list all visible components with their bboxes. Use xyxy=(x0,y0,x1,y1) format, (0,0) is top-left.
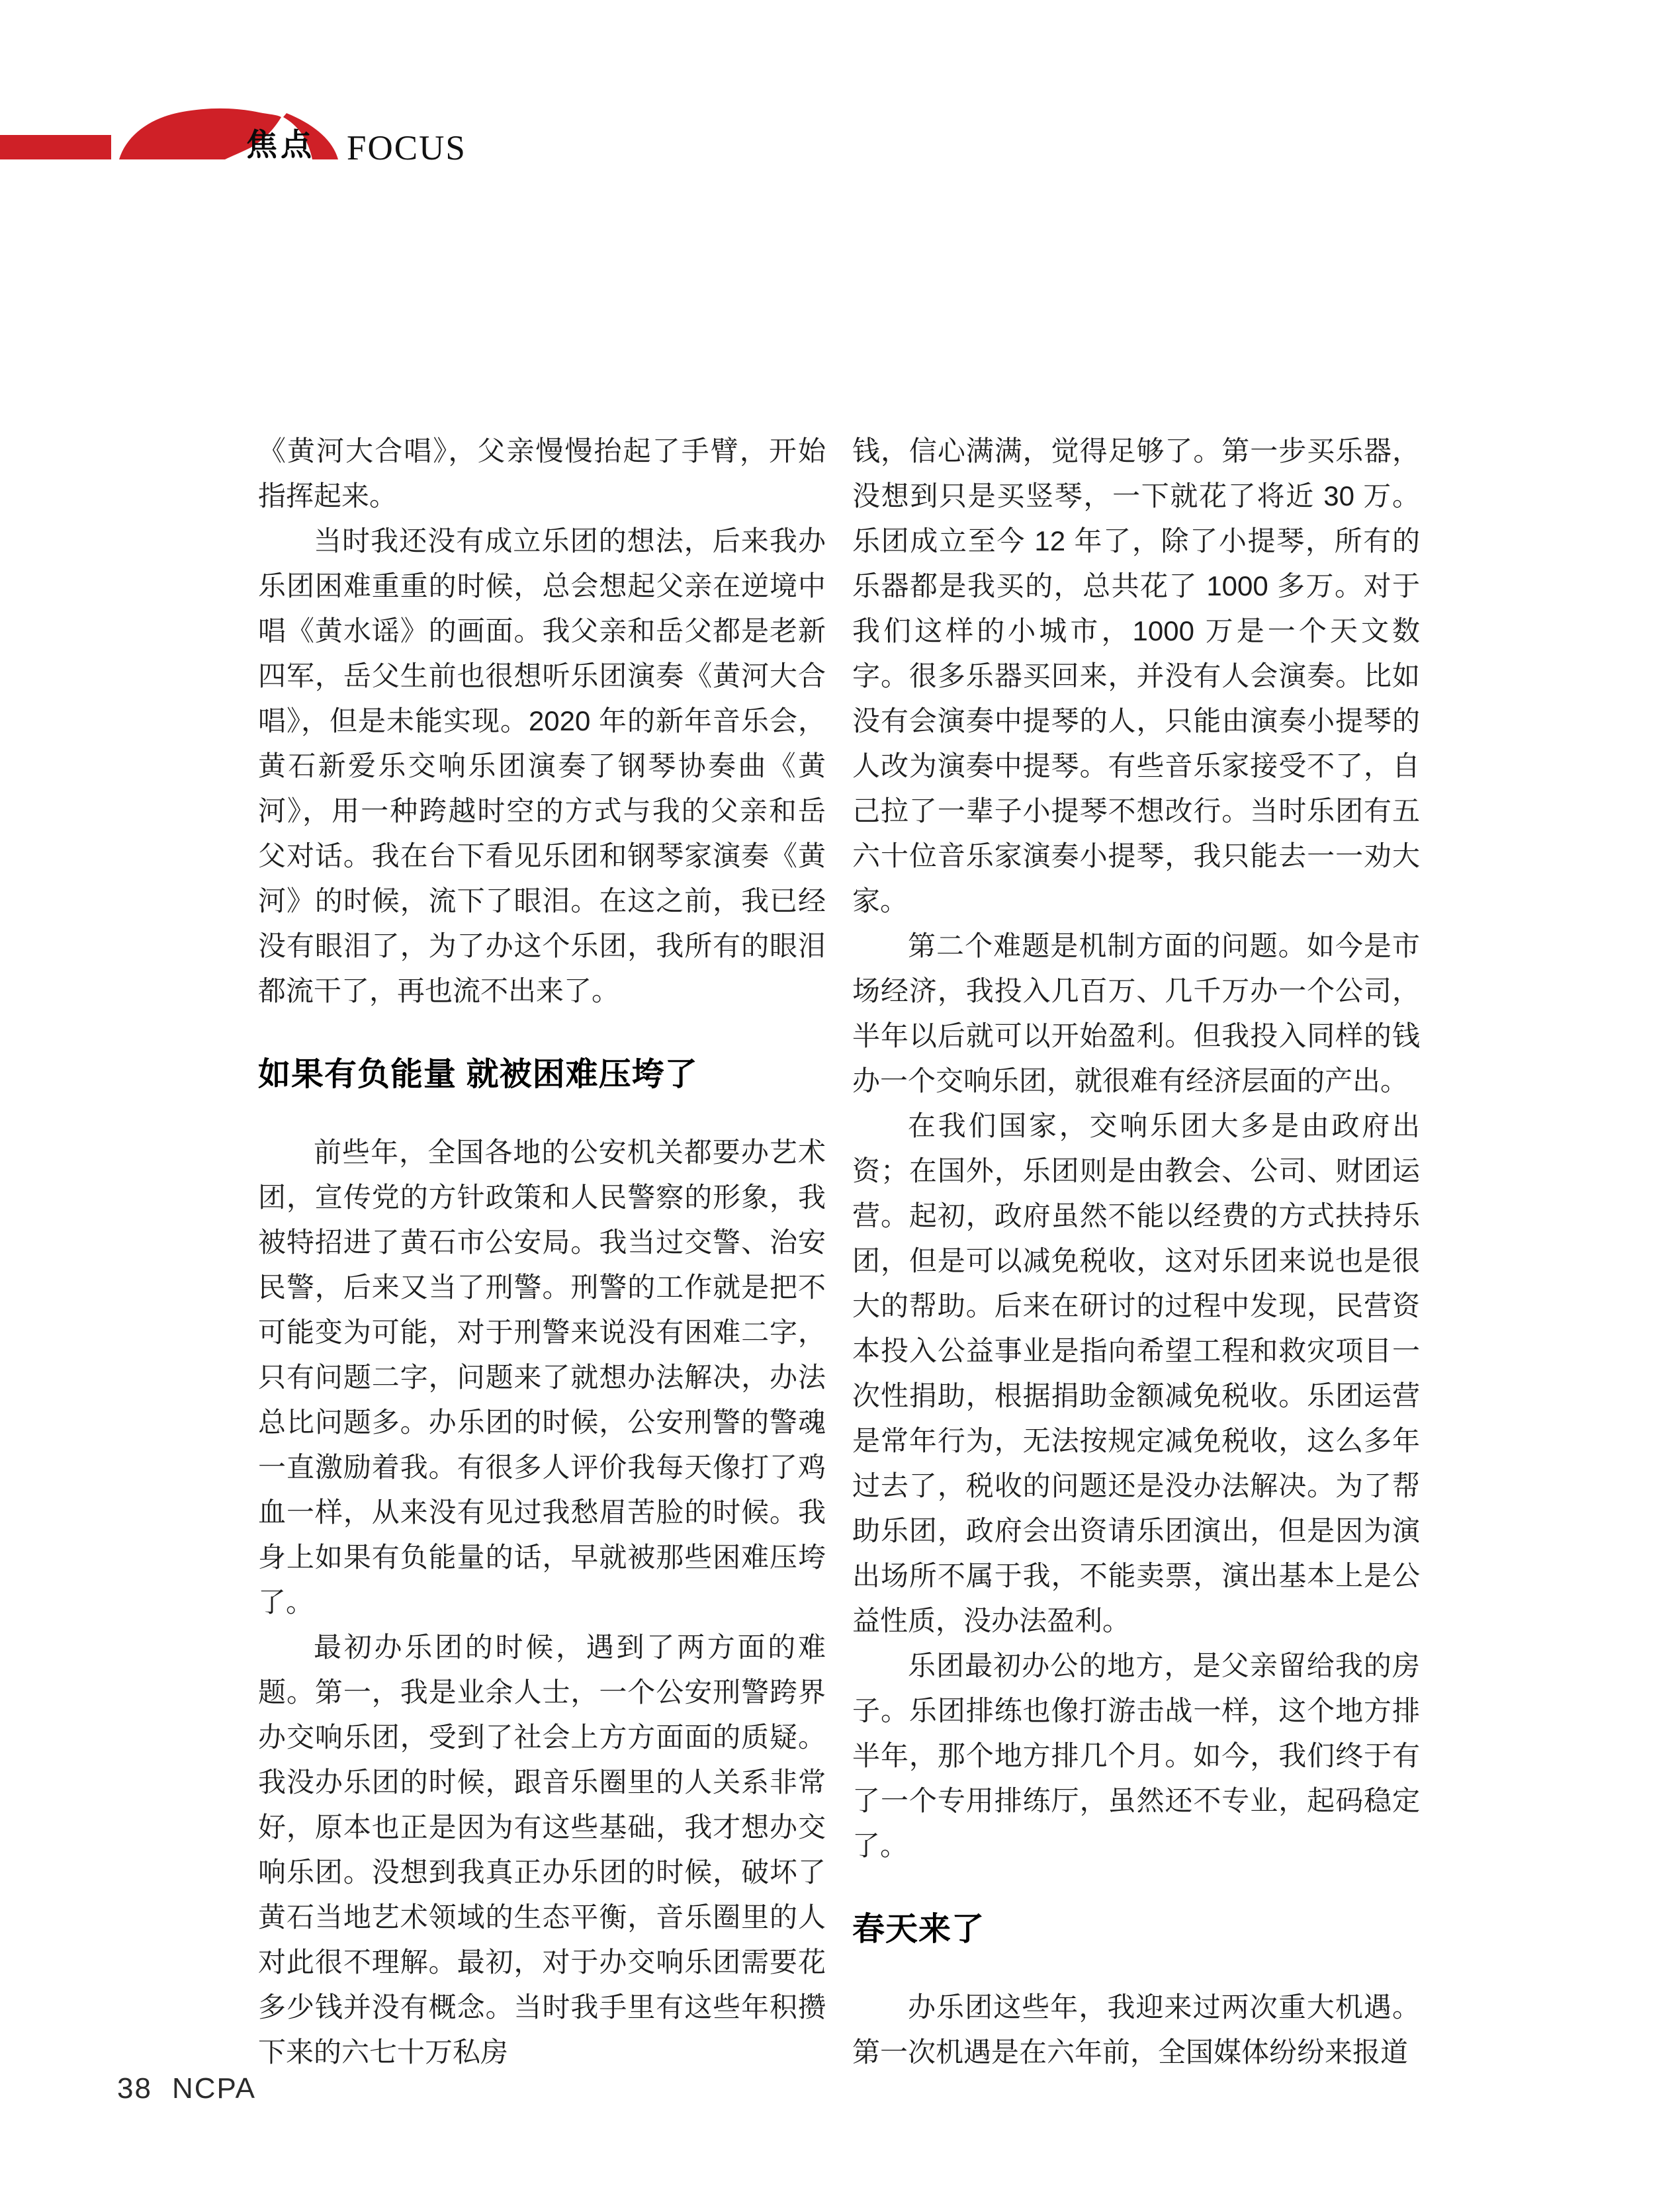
subheading-spring-has-come: 春天来了 xyxy=(852,1911,985,1947)
paragraph: 最初办乐团的时候，遇到了两方面的难题。第一，我是业余人士，一个公安刑警跨界办交响乐团，受到了社会上方方面面的质疑。我没办乐团的时候，跟音乐圈里的人关系非常好，原本也正是因为有这些基础，我才想办交响乐团。没想到我真正办乐团的时候，破坏了黄石当地艺术领域的生态平衡，音乐圈里的人对此很不理解。最初，对于办交响乐团需要花多少钱并没有概念。当时我手里有这些年积攒下来的六七十万私房 xyxy=(258,1632,826,2068)
paragraph: 乐团最初办公的地方，是父亲留给我的房子。乐团排练也像打游击战一样，这个地方排半年，那个地方排几个月。如今，我们终于有了一个专用排练厅，虽然还不专业，起码稳定了。 xyxy=(852,1650,1420,1861)
paragraph: 钱，信心满满，觉得足够了。第一步买乐器，没想到只是买竖琴，一下就花了将近 30 万。乐团成立至今 12 年了，除了小提琴，所有的乐器都是我买的，总共花了 1000 多万。对于我们这样的小城市，1000 万是一个天文数字。很多乐器买回来，并没有人会演奏。比如没有会演奏中提琴的人，只能由演奏小提琴的人改为演奏中提琴。有些音乐家接受不了，自己拉了一辈子小提琴不想改行。当时乐团有五六十位音乐家演奏小提琴，我只能去一一劝大家。 xyxy=(852,435,1420,916)
red-bar-shape xyxy=(0,135,111,159)
section-title-cn: 焦点 xyxy=(246,127,315,162)
subheading-negative-energy: 如果有负能量 就被困难压垮了 xyxy=(258,1057,698,1092)
article-column-left xyxy=(258,429,826,2075)
page-footer xyxy=(117,2072,256,2105)
journal-name: NCPA xyxy=(171,2072,256,2105)
paragraph: 办乐团这些年，我迎来过两次重大机遇。第一次机遇是在六年前，全国媒体纷纷来报道 xyxy=(852,1991,1420,2068)
paragraph: 《黄河大合唱》，父亲慢慢抬起了手臂，开始指挥起来。 xyxy=(258,435,826,511)
article-column-right xyxy=(852,429,1420,2075)
paragraph: 第二个难题是机制方面的问题。如今是市场经济，我投入几百万、几千万办一个公司，半年以后就可以开始盈利。但我投入同样的钱办一个交响乐团，就很难有经济层面的产出。 xyxy=(852,930,1420,1096)
paragraph: 在我们国家，交响乐团大多是由政府出资；在国外，乐团则是由教会、公司、财团运营。起初，政府虽然不能以经费的方式扶持乐团，但是可以减免税收，这对乐团来说也是很大的帮助。后来在研讨的过程中发现，民营资本投入公益事业是指向希望工程和救灾项目一次性捐助，根据捐助金额减免税收。乐团运营是常年行为，无法按规定减免税收，这么多年过去了，税收的问题还是没办法解决。为了帮助乐团，政府会出资请乐团演出，但是因为演出场所不属于我，不能卖票，演出基本上是公益性质，没办法盈利。 xyxy=(852,1110,1420,1636)
paragraph: 前些年，全国各地的公安机关都要办艺术团，宣传党的方针政策和人民警察的形象，我被特招进了黄石市公安局。我当过交警、治安民警，后来又当了刑警。刑警的工作就是把不可能变为可能，对于刑警来说没有困难二字，只有问题二字，问题来了就想办法解决，办法总比问题多。办乐团的时候，公安刑警的警魂一直激励着我。有很多人评价我每天像打了鸡血一样，从来没有见过我愁眉苦脸的时候。我身上如果有负能量的话，早就被那些困难压垮了。 xyxy=(258,1137,826,1618)
page-number: 38 xyxy=(117,2072,152,2105)
paragraph: 当时我还没有成立乐团的想法，后来我办乐团困难重重的时候，总会想起父亲在逆境中唱《黄水谣》的画面。我父亲和岳父都是老新四军，岳父生前也很想听乐团演奏《黄河大合唱》，但是未能实现。2020 年的新年音乐会，黄石新爱乐交响乐团演奏了钢琴协奏曲《黄河》，用一种跨越时空的方式与我的父亲和岳父对话。我在台下看见乐团和钢琴家演奏《黄河》的时候，流下了眼泪。在这之前，我已经没有眼泪了，为了办这个乐团，我所有的眼泪都流干了，再也流不出来了。 xyxy=(258,525,826,1006)
section-title-en: FOCUS xyxy=(347,129,466,167)
